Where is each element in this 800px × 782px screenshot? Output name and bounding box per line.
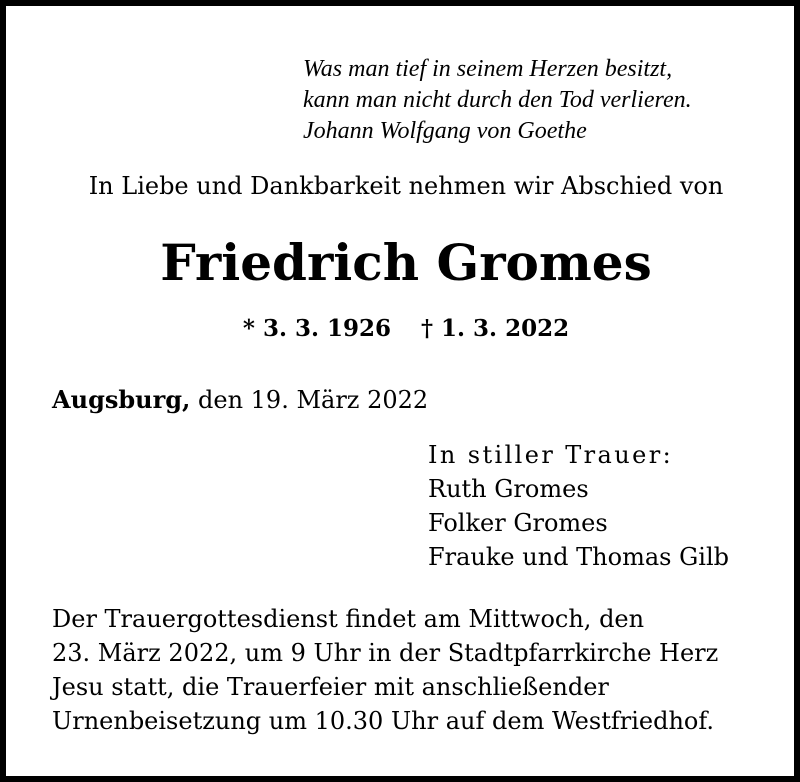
quote-line: Was man tief in seinem Herzen besitzt, <box>303 56 673 82</box>
mourners-heading: In stiller Trauer: <box>428 441 674 469</box>
mourner-name: Folker Gromes <box>428 509 608 537</box>
service-information <box>52 602 718 738</box>
death-date: † 1. 3. 2022 <box>421 315 570 342</box>
birth-date: * 3. 3. 1926 <box>242 315 391 342</box>
place-and-date <box>52 383 428 417</box>
life-dates <box>6 312 800 346</box>
service-line: Urnenbeisetzung um 10.30 Uhr auf dem Westfriedhof. <box>52 707 715 735</box>
intro-text: In Liebe und Dankbarkeit nehmen wir Abschied von <box>88 172 724 200</box>
mourner-name: Frauke und Thomas Gilb <box>428 543 729 571</box>
date: den 19. März 2022 <box>190 386 429 414</box>
mourner-name: Ruth Gromes <box>428 475 589 503</box>
goethe-quote <box>303 54 692 147</box>
quote-author: Johann Wolfgang von Goethe <box>303 118 587 144</box>
service-line: Jesu statt, die Trauerfeier mit anschließender <box>52 673 609 701</box>
place: Augsburg, <box>52 385 191 414</box>
service-line: 23. März 2022, um 9 Uhr in der Stadtpfarrkirche Herz <box>52 639 719 667</box>
service-line: Der Trauergottesdienst findet am Mittwoch, den <box>52 605 645 633</box>
quote-line: kann man nicht durch den Tod verlieren. <box>303 87 692 113</box>
deceased-name: Friedrich Gromes <box>160 233 652 292</box>
mourners-block <box>428 438 729 574</box>
